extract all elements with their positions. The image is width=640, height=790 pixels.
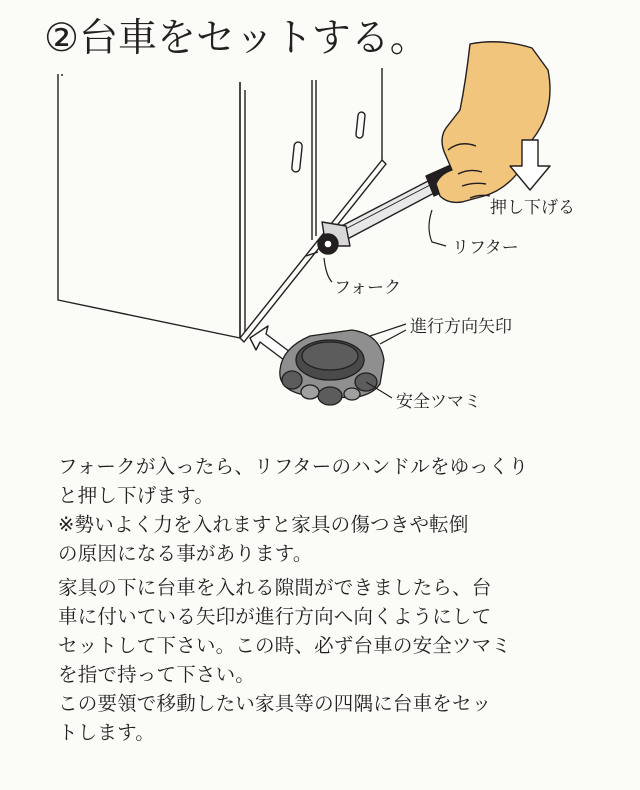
dolly-illustration <box>280 330 384 405</box>
caution-line: の原因になる事があります。 <box>58 542 313 565</box>
caution-line: ※勢いよく力を入れますと家具の傷つきや転倒 <box>58 513 469 536</box>
paragraph-line: を指で持って下さい。 <box>58 663 256 686</box>
paragraph-line: トします。 <box>58 721 155 744</box>
label-direction-arrow: 進行方向矢印 <box>410 317 512 337</box>
instruction-paragraph-2 <box>58 573 618 747</box>
label-push-down: 押し下げる <box>490 198 575 218</box>
instruction-paragraph-1 <box>58 452 618 568</box>
label-fork: フォーク <box>334 278 402 298</box>
paragraph-line: フォークが入ったら、リフターのハンドルをゆっくり <box>58 455 529 478</box>
label-lifter: リフター <box>452 238 519 258</box>
paragraph-line: この要領で移動したい家具等の四隅に台車をセッ <box>58 692 492 715</box>
paragraph-line: と押し下げます。 <box>58 484 215 507</box>
paragraph-line: 家具の下に台車を入れる隙間ができましたら、台 <box>58 576 492 599</box>
furniture-cabinet <box>58 68 386 342</box>
paragraph-line: セットして下さい。この時、必ず台車の安全ツマミ <box>58 634 512 657</box>
insert-direction-arrow-icon <box>250 326 290 360</box>
label-safety-knob: 安全ツマミ <box>396 392 481 412</box>
page-title: ②台車をセットする。 <box>44 16 429 61</box>
paragraph-line: 車に付いている矢印が進行方向へ向くようにして <box>58 605 492 628</box>
